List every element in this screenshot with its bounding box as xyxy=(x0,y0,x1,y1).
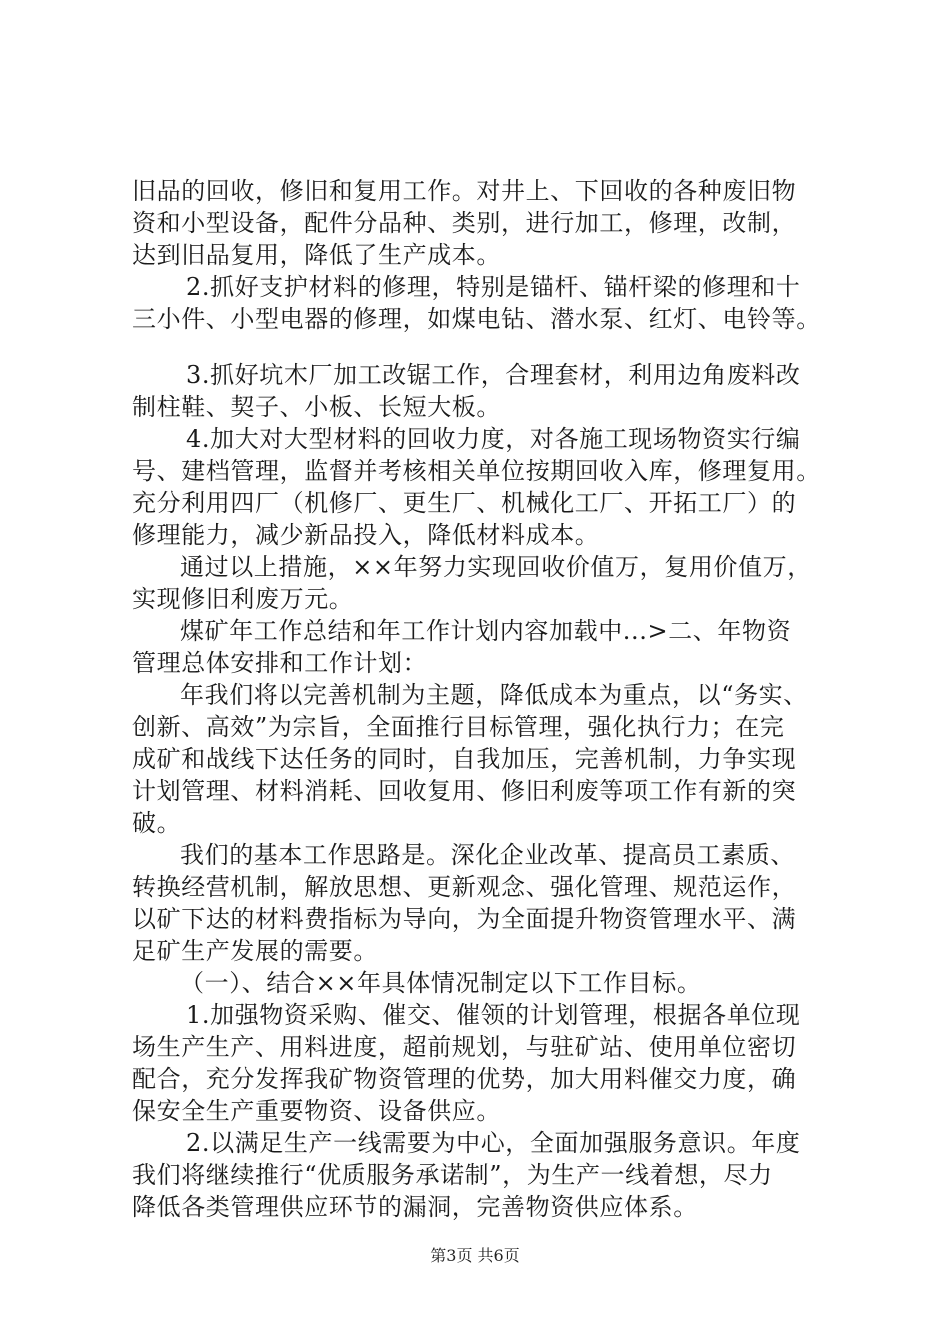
paragraph-line: 号、建档管理，监督并考核相关单位按期回收入库，修理复用。 xyxy=(132,457,821,485)
paragraph-line: 创新、高效”为宗旨，全面推行目标管理，强化执行力；在完 xyxy=(132,713,785,741)
paragraph-line: （一）、结合××年具体情况制定以下工作目标。 xyxy=(180,969,702,997)
paragraph-line: 降低各类管理供应环节的漏洞，完善物资供应体系。 xyxy=(132,1193,698,1221)
page-number-footer: 第3页 共6页 xyxy=(430,1246,520,1265)
paragraph-line: 三小件、小型电器的修理，如煤电钻、潜水泵、红灯、电铃等。 xyxy=(132,305,821,333)
paragraph-line: 以矿下达的材料费指标为导向，为全面提升物资管理水平、满 xyxy=(132,905,797,933)
paragraph-line: 旧品的回收，修旧和复用工作。对井上、下回收的各种废旧物 xyxy=(132,177,797,205)
paragraph-line: 转换经营机制，解放思想、更新观念、强化管理、规范运作， xyxy=(132,873,797,901)
paragraph-line: 破。 xyxy=(132,809,182,837)
paragraph-line: 配合，充分发挥我矿物资管理的优势，加大用料催交力度，确 xyxy=(132,1065,797,1093)
paragraph-line: 年我们将以完善机制为主题，降低成本为重点，以“务实、 xyxy=(180,681,808,709)
paragraph-line: 我们将继续推行“优质服务承诺制”，为生产一线着想，尽力 xyxy=(132,1161,773,1189)
paragraph-line: 管理总体安排和工作计划： xyxy=(132,649,428,677)
paragraph-line: 制柱鞋、契子、小板、长短大板。 xyxy=(132,393,501,421)
paragraph-line: 足矿生产发展的需要。 xyxy=(132,937,378,965)
paragraph-line: 2.以满足生产一线需要为中心，全面加强服务意识。年度 xyxy=(186,1129,801,1157)
paragraph-line: 充分利用四厂（机修厂、更生厂、机械化工厂、开拓工厂）的 xyxy=(132,489,797,517)
paragraph-line: 3.抓好坑木厂加工改锯工作，合理套材，利用边角废料改 xyxy=(186,361,801,389)
paragraph-line: 达到旧品复用，降低了生产成本。 xyxy=(132,241,501,269)
paragraph-line: 计划管理、材料消耗、回收复用、修旧利废等项工作有新的突 xyxy=(132,777,797,805)
paragraph-line: 2.抓好支护材料的修理，特别是锚杆、锚杆梁的修理和十 xyxy=(186,273,801,301)
paragraph-line: 实现修旧利废万元。 xyxy=(132,585,354,613)
paragraph-line: 成矿和战线下达任务的同时，自我加压，完善机制，力争实现 xyxy=(132,745,797,773)
paragraph-line: 场生产生产、用料进度，超前规划，与驻矿站、使用单位密切 xyxy=(132,1033,797,1061)
paragraph-line: 通过以上措施，××年努力实现回收价值万，复用价值万， xyxy=(180,553,812,581)
paragraph-line: 修理能力，减少新品投入，降低材料成本。 xyxy=(132,521,600,549)
paragraph-line: 1.加强物资采购、催交、催领的计划管理，根据各单位现 xyxy=(186,1001,801,1029)
paragraph-line: 我们的基本工作思路是。深化企业改革、提高员工素质、 xyxy=(180,841,795,869)
paragraph-line: 4.加大对大型材料的回收力度，对各施工现场物资实行编 xyxy=(186,425,801,453)
paragraph-line: 保安全生产重要物资、设备供应。 xyxy=(132,1097,501,1125)
paragraph-line: 资和小型设备，配件分品种、类别，进行加工，修理，改制， xyxy=(132,209,797,237)
paragraph-line: 煤矿年工作总结和年工作计划内容加载中...>二、年物资 xyxy=(180,617,792,645)
